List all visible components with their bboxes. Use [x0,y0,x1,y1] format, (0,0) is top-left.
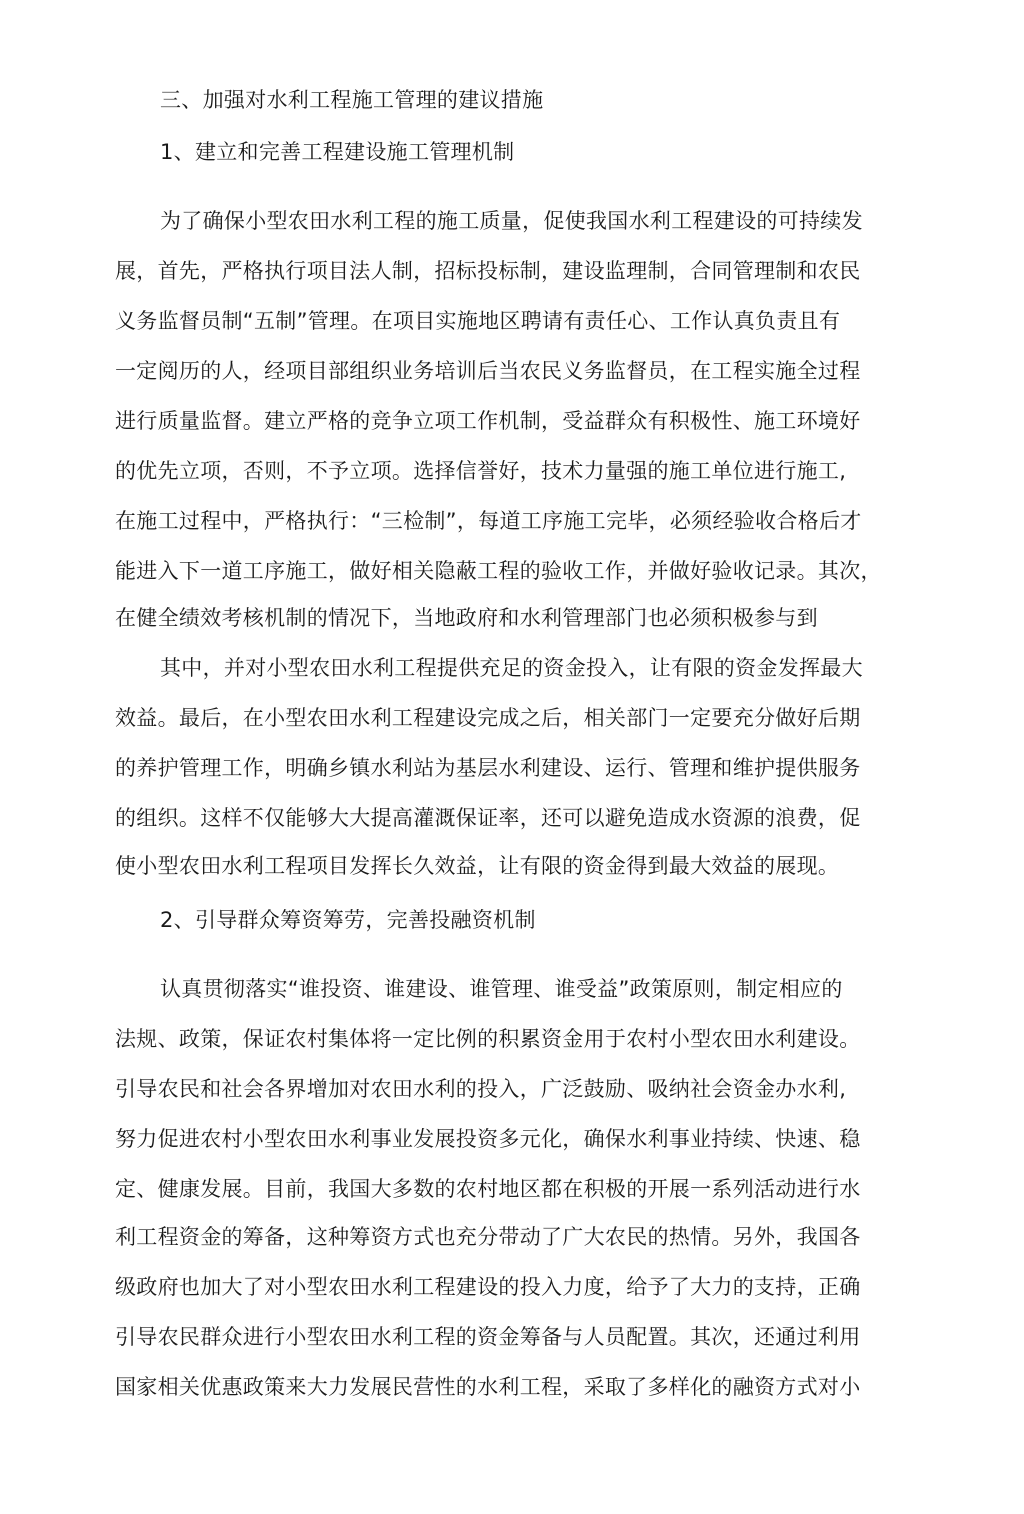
paragraph-1-line-9: 在健全绩效考核机制的情况下，当地政府和水利管理部门也必须积极参与到 [115,606,818,630]
paragraph-3-line-9: 国家相关优惠政策来大力发展民营性的水利工程，采取了多样化的融资方式对小 [115,1375,861,1399]
paragraph-3-line-8: 引导农民群众进行小型农田水利工程的资金筹备与人员配置。其次，还通过利用 [115,1325,861,1349]
paragraph-3-line-7: 级政府也加大了对小型农田水利工程建设的投入力度，给予了大力的支持，正确 [115,1275,861,1299]
paragraph-3-line-6: 利工程资金的筹备，这种筹资方式也充分带动了广大农民的热情。另外，我国各 [115,1225,861,1249]
paragraph-2-line-5: 使小型农田水利工程项目发挥长久效益，让有限的资金得到最大效益的展现。 [115,854,840,878]
paragraph-3-line-5: 定、健康发展。目前，我国大多数的农村地区都在积极的开展一系列活动进行水 [115,1177,861,1201]
paragraph-1-line-3: 义务监督员制“五制”管理。在项目实施地区聘请有责任心、工作认真负责且有 [115,309,841,333]
paragraph-3-line-4: 努力促进农村小型农田水利事业发展投资多元化，确保水利事业持续、快速、稳 [115,1127,861,1151]
paragraph-1-line-2: 展，首先，严格执行项目法人制，招标投标制，建设监理制，合同管理制和农民 [115,259,861,283]
paragraph-1-line-1: 为了确保小型农田水利工程的施工质量，促使我国水利工程建设的可持续发 [160,209,863,233]
paragraph-1-line-5: 进行质量监督。建立严格的竞争立项工作机制，受益群众有积极性、施工环境好 [115,409,861,433]
subsection-heading-2: 2、引导群众筹资筹劳，完善投融资机制 [160,908,536,932]
paragraph-2-line-1: 其中，并对小型农田水利工程提供充足的资金投入，让有限的资金发挥最大 [160,656,863,680]
paragraph-2-line-2: 效益。最后，在小型农田水利工程建设完成之后，相关部门一定要充分做好后期 [115,706,861,730]
paragraph-1-line-7: 在施工过程中，严格执行：“三检制”，每道工序施工完毕，必须经验收合格后才 [115,509,862,533]
paragraph-2-line-3: 的养护管理工作，明确乡镇水利站为基层水利建设、运行、管理和维护提供服务 [115,756,861,780]
paragraph-3-line-1: 认真贯彻落实“谁投资、谁建设、谁管理、谁受益”政策原则，制定相应的 [160,977,843,1001]
paragraph-3-line-3: 引导农民和社会各界增加对农田水利的投入，广泛鼓励、吸纳社会资金办水利, [115,1077,847,1101]
subsection-heading-1: 1、建立和完善工程建设施工管理机制 [160,140,515,164]
paragraph-1-line-6: 的优先立项，否则，不予立项。选择信誉好，技术力量强的施工单位进行施工, [115,459,847,483]
section-heading: 三、加强对水利工程施工管理的建议措施 [160,88,544,112]
paragraph-1-line-4: 一定阅历的人，经项目部组织业务培训后当农民义务监督员，在工程实施全过程 [115,359,861,383]
paragraph-3-line-2: 法规、政策，保证农村集体将一定比例的积累资金用于农村小型农田水利建设。 [115,1027,861,1051]
paragraph-1-line-8: 能进入下一道工序施工，做好相关隐蔽工程的验收工作，并做好验收记录。其次， [115,559,882,583]
paragraph-2-line-4: 的组织。这样不仅能够大大提高灌溉保证率，还可以避免造成水资源的浪费，促 [115,806,861,830]
